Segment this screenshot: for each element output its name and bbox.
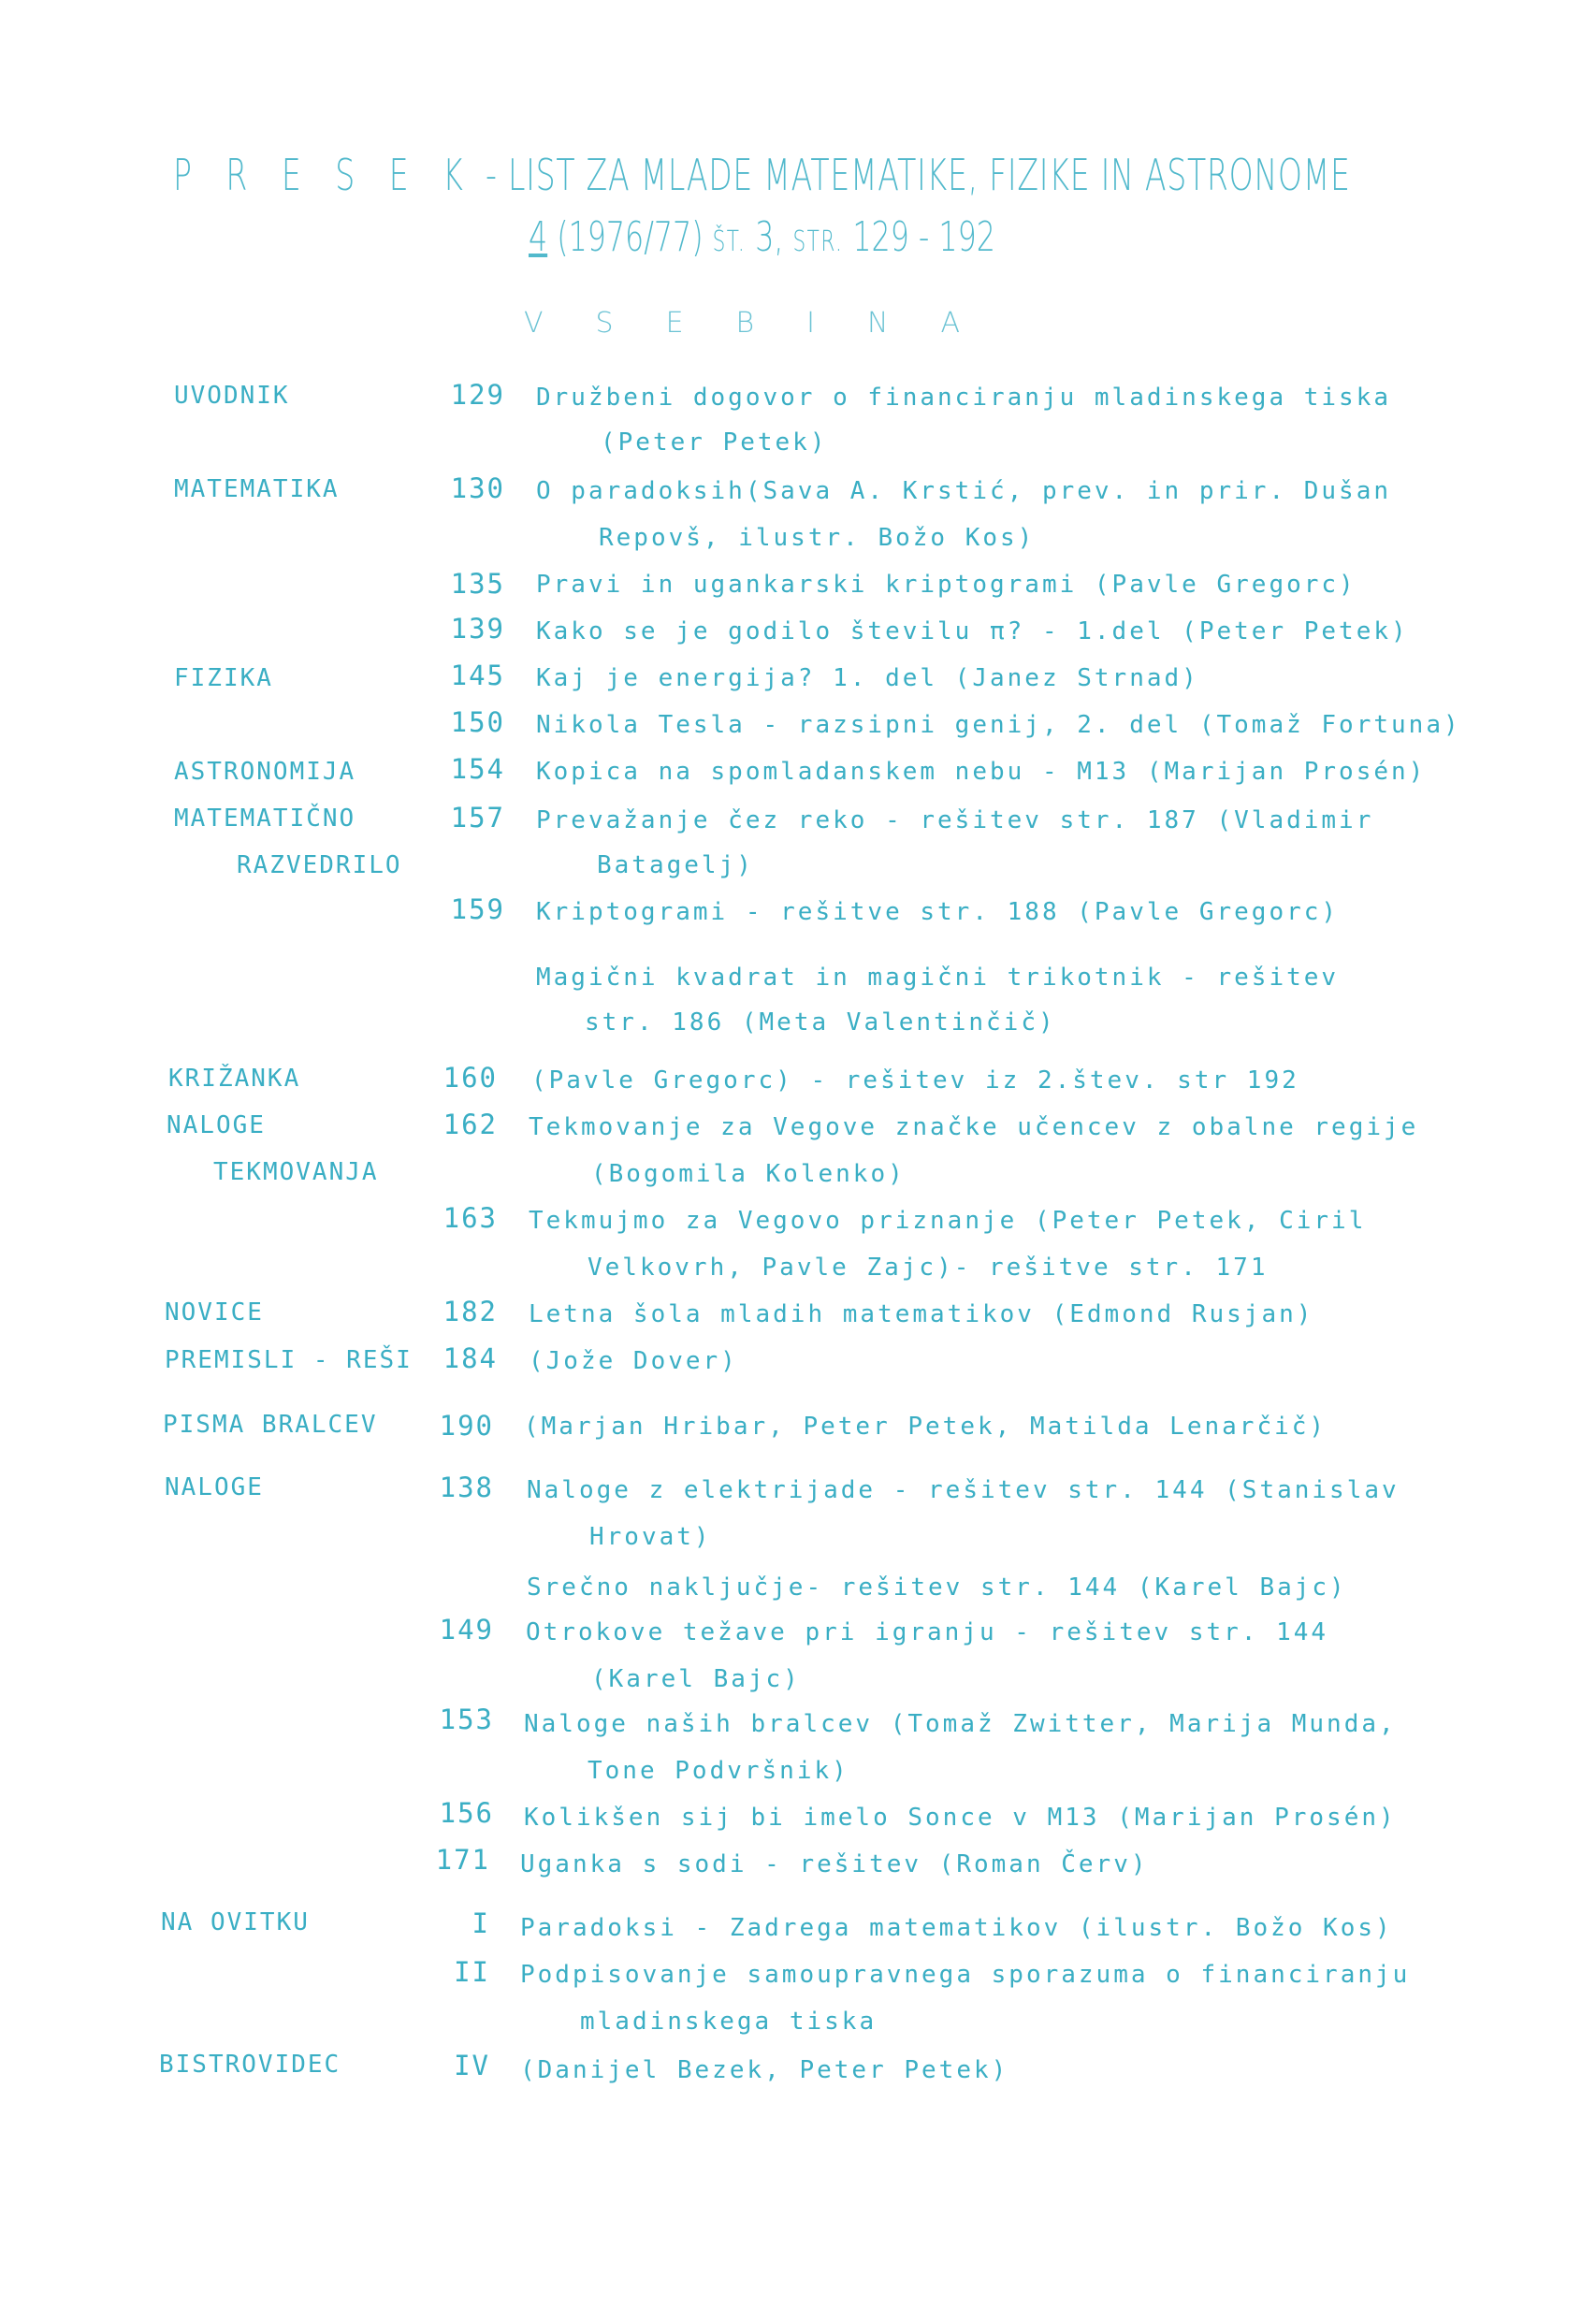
- toc-entry: Nikola Tesla - razsipni genij, 2. del (Tomaž Fortuna): [536, 711, 1461, 739]
- section-label: NOVICE: [165, 1298, 264, 1327]
- section-label: PISMA BRALCEV: [163, 1411, 378, 1439]
- page-number: 182: [443, 1296, 498, 1327]
- toc-entry: Magični kvadrat in magični trikotnik - rešitev: [536, 964, 1340, 992]
- section-label: TEKMOVANJA: [213, 1158, 379, 1186]
- section-label: NA OVITKU: [161, 1908, 310, 1936]
- section-label: PREMISLI - REŠI: [165, 1346, 413, 1374]
- toc-entry: Podpisovanje samoupravnega sporazuma o financiranju: [520, 1961, 1411, 1989]
- toc-entry-cont: mladinskega tiska: [580, 2008, 878, 2036]
- toc-entry: O paradoksih(Sava A. Krstić, prev. in prir. Dušan: [536, 477, 1392, 505]
- toc-entry-cont: Tone Podvršnik): [588, 1757, 849, 1785]
- title-subtitle: - LIST ZA MLADE MATEMATIKE, FIZIKE IN ASTRONOME: [474, 150, 1351, 200]
- issue-year: (1976/77): [547, 213, 713, 261]
- title-presek: P R E S E K: [173, 150, 475, 200]
- toc-entry: (Danijel Bezek, Peter Petek): [520, 2056, 1009, 2084]
- toc-entry-cont: (Peter Petek): [601, 428, 828, 457]
- volume-number: 4: [529, 213, 548, 261]
- toc-entry: Kaj je energija? 1. del (Janez Strnad): [536, 664, 1199, 692]
- toc-entry: Uganka s sodi - rešitev (Roman Červ): [520, 1850, 1149, 1878]
- page-number: I: [472, 1907, 490, 1939]
- toc-entry: (Marjan Hribar, Peter Petek, Matilda Lenarčič): [524, 1413, 1328, 1441]
- issue-line: [529, 213, 995, 261]
- toc-entry: Srečno naključje- rešitev str. 144 (Karel Bajc): [527, 1573, 1347, 1602]
- toc-entry: Tekmovanje za Vegove značke učencev z obalne regije: [529, 1113, 1419, 1141]
- issue-number: 3,: [746, 213, 793, 261]
- toc-entry-cont: (Karel Bajc): [591, 1665, 801, 1693]
- issue-st-label: ŠT.: [712, 225, 747, 258]
- toc-entry: Kolikšen sij bi imelo Sonce v M13 (Marijan Prosén): [524, 1804, 1397, 1832]
- page-number: 145: [450, 660, 505, 691]
- toc-entry: Pravi in ugankarski kriptogrami (Pavle Gregorc): [536, 571, 1357, 599]
- page-number: II: [454, 1956, 490, 1988]
- section-label: MATEMATIKA: [174, 475, 340, 503]
- toc-entry: Družbeni dogovor o financiranju mladinskega tiska: [536, 384, 1392, 412]
- section-label: NALOGE: [167, 1111, 266, 1139]
- page-number: 139: [450, 613, 505, 645]
- toc-entry-cont: Velkovrh, Pavle Zajc)- rešitve str. 171: [588, 1254, 1269, 1282]
- toc-entry: Otrokove težave pri igranju - rešitev str. 144: [526, 1618, 1329, 1646]
- toc-entry-cont: (Bogomila Kolenko): [591, 1160, 906, 1188]
- section-label: MATEMATIČNO: [174, 805, 356, 833]
- page-number: 190: [439, 1410, 494, 1442]
- page-number: 129: [450, 379, 505, 411]
- toc-entry: Kopica na spomladanskem nebu - M13 (Marijan Prosén): [536, 758, 1427, 786]
- toc-entry: (Jože Dover): [529, 1347, 738, 1375]
- journal-title: [173, 150, 1351, 200]
- page-number: 130: [450, 472, 505, 504]
- page-number: 138: [439, 1472, 494, 1503]
- toc-entry: Tekmujmo za Vegovo priznanje (Peter Petek, Ciril: [529, 1207, 1367, 1235]
- toc-entry: Naloge naših bralcev (Tomaž Zwitter, Marija Munda,: [524, 1710, 1397, 1738]
- toc-entry: Naloge z elektrijade - rešitev str. 144 (Stanislav: [527, 1476, 1400, 1504]
- toc-entry: Letna šola mladih matematikov (Edmond Rusjan): [529, 1300, 1314, 1328]
- section-label: ASTRONOMIJA: [174, 758, 356, 786]
- section-label: BISTROVIDEC: [159, 2051, 341, 2079]
- page-number: 149: [439, 1614, 494, 1646]
- page-number: 153: [439, 1704, 494, 1735]
- section-label: FIZIKA: [174, 664, 273, 692]
- page-number: 160: [443, 1062, 498, 1094]
- toc-entry: Paradoksi - Zadrega matematikov (ilustr. Božo Kos): [520, 1914, 1393, 1942]
- toc-entry: (Pavle Gregorc) - rešitev iz 2.štev. str 192: [531, 1066, 1299, 1095]
- page-number: 156: [439, 1797, 494, 1829]
- page-number: 159: [450, 893, 505, 925]
- toc-entry: Prevažanje čez reko - rešitev str. 187 (Vladimir: [536, 806, 1374, 834]
- section-label: KRIŽANKA: [168, 1065, 301, 1093]
- section-label: NALOGE: [165, 1473, 264, 1501]
- page-number: IV: [454, 2050, 490, 2081]
- page-number: 162: [443, 1109, 498, 1140]
- toc-entry-cont: str. 186 (Meta Valentinčič): [585, 1008, 1056, 1037]
- toc-entry: Kako se je godilo številu π? - 1.del (Peter Petek): [536, 617, 1409, 645]
- toc-entry-cont: Repovš, ilustr. Božo Kos): [599, 524, 1036, 552]
- page-number: 135: [450, 568, 505, 600]
- page-number: 163: [443, 1202, 498, 1234]
- toc-entry-cont: Batagelj): [597, 851, 754, 879]
- section-label: UVODNIK: [174, 382, 290, 410]
- page-number: 171: [435, 1844, 490, 1876]
- issue-pages: 129 - 192: [843, 213, 995, 261]
- issue-str-label: STR.: [792, 225, 844, 258]
- toc-entry-cont: Hrovat): [589, 1523, 712, 1551]
- contents-heading: VSEBINA: [524, 307, 1012, 340]
- section-label: RAZVEDRILO: [237, 851, 402, 879]
- page-number: 154: [450, 753, 505, 785]
- page-number: 184: [443, 1342, 498, 1374]
- toc-entry: Kriptogrami - rešitve str. 188 (Pavle Gregorc): [536, 898, 1340, 926]
- page-number: 150: [450, 706, 505, 738]
- page-number: 157: [450, 802, 505, 834]
